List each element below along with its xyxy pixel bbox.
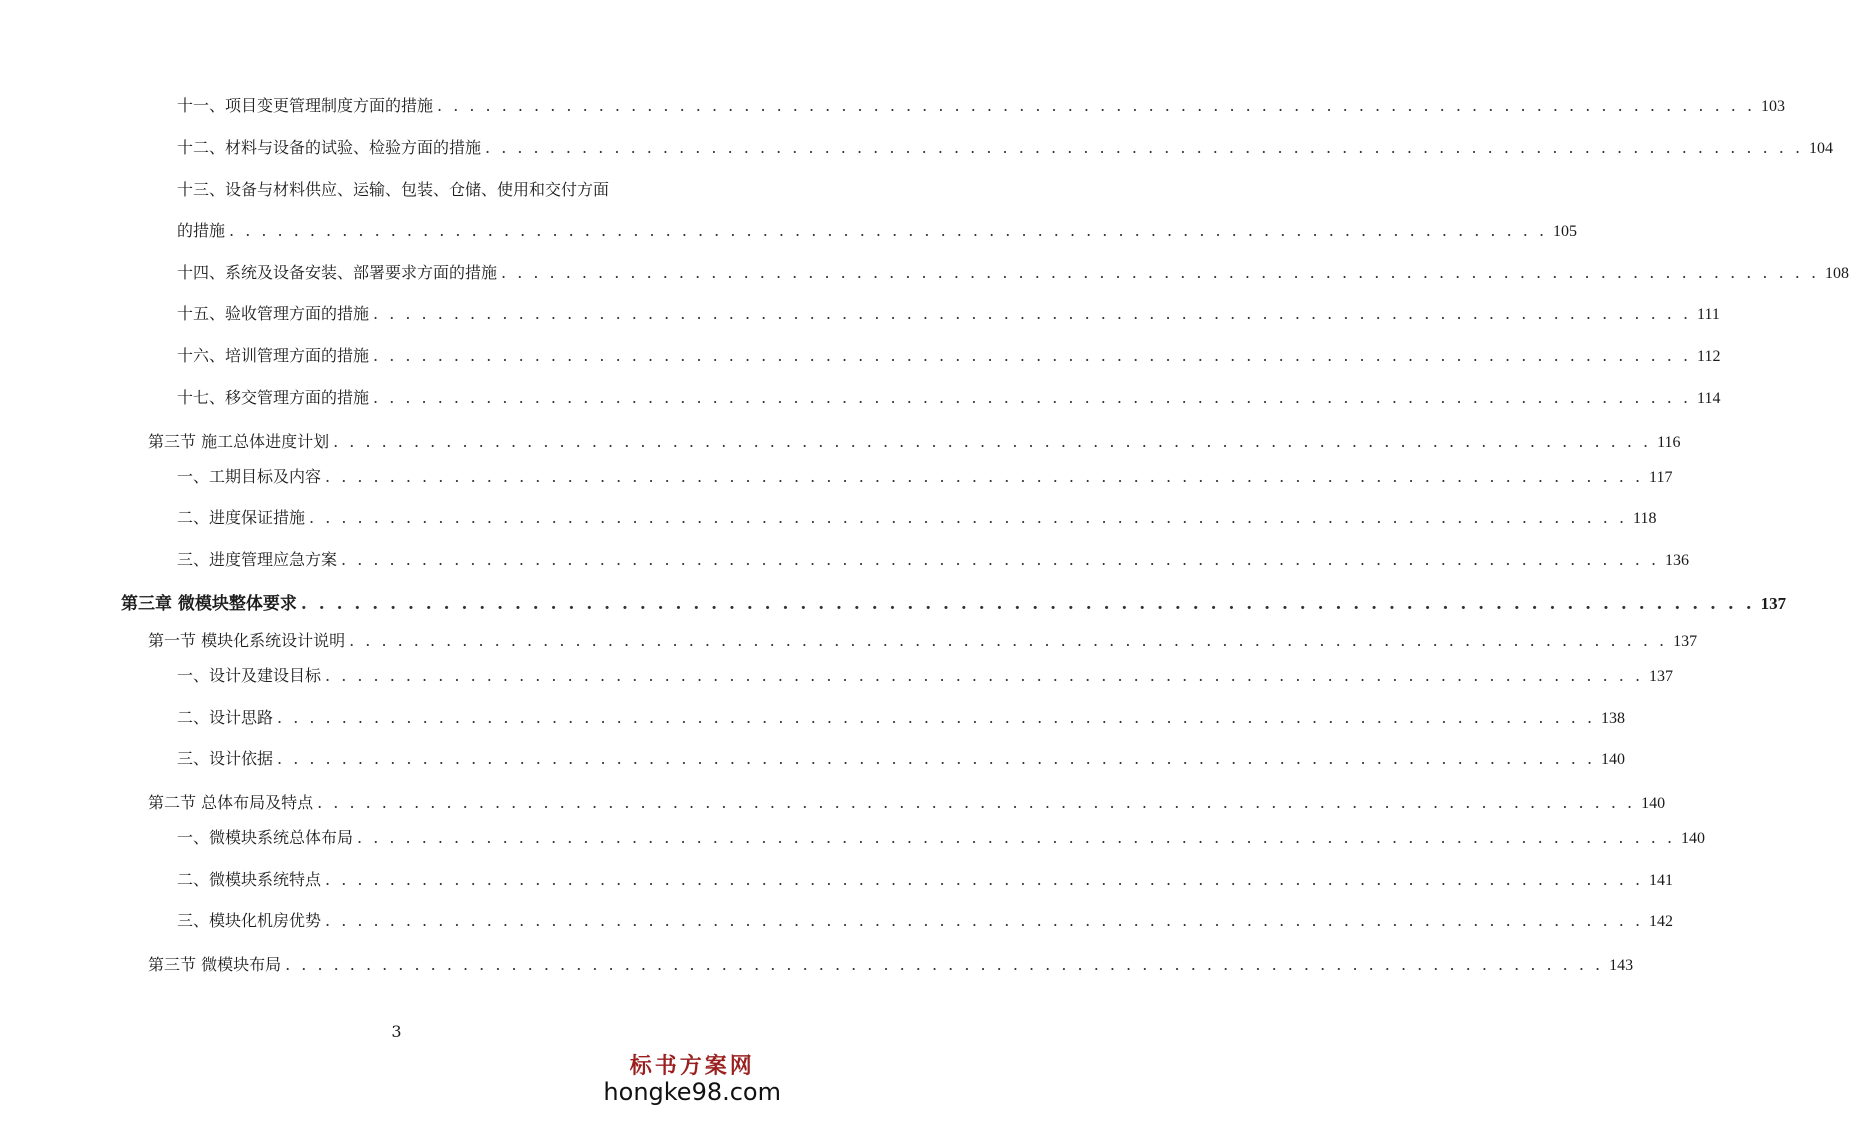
toc-dot-leader: . . . . . . . . . . . . . . . . . . . . . . . . . . . . . . . . . . . . . . . . . . . . . . . . . . . . . . . . . . . . . . . . . . . . . . . . . . . . . . . . . . [277,708,1596,727]
toc-dot-leader: . . . . . . . . . . . . . . . . . . . . . . . . . . . . . . . . . . . . . . . . . . . . . . . . . . . . . . . . . . . . . . . . . . . . . . . . . . . . . . . . . . [317,793,1636,812]
toc-entry-title: 十七、移交管理方面的措施 [177,388,370,407]
toc-entry-page: 137 [1760,594,1787,613]
toc-dot-leader: . . . . . . . . . . . . . . . . . . . . . . . . . . . . . . . . . . . . . . . . . . . . . . . . . . . . . . . . . . . . . . . . . . . . . . . . . . . . . . . . . . [357,828,1676,847]
toc-entry-page: 141 [1649,872,1674,889]
toc-entry-page: 137 [1673,633,1698,650]
toc-section-entry[interactable] [148,955,1634,976]
watermark-cn-text: 标书方案网 [629,1054,755,1079]
toc-dot-leader: . . . . . . . . . . . . . . . . . . . . . . . . . . . . . . . . . . . . . . . . . . . . . . . . . . . . . . . . . . . . . . . . . . . . . . . . . . . . . . . . . . [373,304,1692,323]
toc-section-entry[interactable] [148,631,1698,652]
toc-entry-page: 103 [1761,98,1786,115]
toc-dot-leader: . . . . . . . . . . . . . . . . . . . . . . . . . . . . . . . . . . . . . . . . . . . . . . . . . . . . . . . . . . . . . . . . . . . . . . . . . . . . . . . . . . [229,221,1548,240]
toc-entry-title: 二、进度保证措施 [177,508,306,527]
toc-item-entry[interactable] [177,749,1626,770]
page-number: 3 [391,1022,402,1041]
toc-item-entry[interactable] [177,221,1578,242]
toc-dot-leader: . . . . . . . . . . . . . . . . . . . . . . . . . . . . . . . . . . . . . . . . . . . . . . . . . . . . . . . . . . . . . . . . . . . . . . . . . . . . . . . . . . [309,508,1628,527]
toc-dot-leader: . . . . . . . . . . . . . . . . . . . . . . . . . . . . . . . . . . . . . . . . . . . . . . . . . . . . . . . . . . . . . . . . . . . . . . . . . . . . . . . . . . [333,432,1652,451]
toc-item-entry[interactable] [177,138,1834,159]
toc-item-entry[interactable] [177,550,1690,571]
toc-entry-title: 十二、材料与设备的试验、检验方面的措施 [177,138,482,157]
toc-item-entry[interactable] [177,828,1706,849]
toc-entry-page: 114 [1697,390,1721,407]
toc-item-entry[interactable] [177,870,1674,891]
toc-entry-page: 143 [1609,957,1634,974]
toc-item-entry[interactable] [177,508,1657,529]
toc-dot-leader: . . . . . . . . . . . . . . . . . . . . . . . . . . . . . . . . . . . . . . . . . . . . . . . . . . . . . . . . . . . . . . . . . . . . . . . . . . . . . . . . . . [285,955,1604,974]
toc-entry-title: 二、设计思路 [177,708,274,727]
toc-entry-title: 十四、系统及设备安装、部署要求方面的措施 [177,263,498,282]
toc-dot-leader: . . . . . . . . . . . . . . . . . . . . . . . . . . . . . . . . . . . . . . . . . . . . . . . . . . . . . . . . . . . . . . . . . . . . . . . . . . . . . . . . . . [325,911,1644,930]
toc-entry-title: 第一节 模块化系统设计说明 [148,631,346,650]
toc-item-entry[interactable] [177,467,1673,488]
toc-entry-page: 142 [1649,913,1674,930]
toc-entry-page: 140 [1681,830,1706,847]
toc-entry-title: 三、进度管理应急方案 [177,550,338,569]
toc-item-entry[interactable] [177,304,1720,325]
toc-entry-page: 138 [1601,710,1626,727]
toc-dot-leader: . . . . . . . . . . . . . . . . . . . . . . . . . . . . . . . . . . . . . . . . . . . . . . . . . . . . . . . . . . . . . . . . . . . . . . . . . . . . . . . . . . [373,388,1692,407]
toc-dot-leader: . . . . . . . . . . . . . . . . . . . . . . . . . . . . . . . . . . . . . . . . . . . . . . . . . . . . . . . . . . . . . . . . . . . . . . . . . . . . . . . . . . [485,138,1804,157]
toc-item-entry[interactable] [177,708,1626,729]
toc-item-entry[interactable] [177,911,1674,932]
toc-entry-title: 一、设计及建设目标 [177,666,322,685]
toc-section-entry[interactable] [148,793,1666,814]
toc-entry-title: 二、微模块系统特点 [177,870,322,889]
toc-dot-leader: . . . . . . . . . . . . . . . . . . . . . . . . . . . . . . . . . . . . . . . . . . . . . . . . . . . . . . . . . . . . . . . . . . . . . . . . . . . . . . . . . . [341,550,1660,569]
toc-entry-title: 一、微模块系统总体布局 [177,828,354,847]
toc-item-entry[interactable] [177,388,1721,409]
toc-dot-leader: . . . . . . . . . . . . . . . . . . . . . . . . . . . . . . . . . . . . . . . . . . . . . . . . . . . . . . . . . . . . . . . . . . . . . . . . . . . . . . . . . . [437,96,1756,115]
toc-dot-leader: . . . . . . . . . . . . . . . . . . . . . . . . . . . . . . . . . . . . . . . . . . . . . . . . . . . . . . . . . . . . . . . . . . . . . . . . . . . . . . . . . . [300,594,1755,614]
watermark-url-text: hongke98.com [603,1078,781,1106]
toc-dot-leader: . . . . . . . . . . . . . . . . . . . . . . . . . . . . . . . . . . . . . . . . . . . . . . . . . . . . . . . . . . . . . . . . . . . . . . . . . . . . . . . . . . [277,749,1596,768]
toc-entry-title: 十一、项目变更管理制度方面的措施 [177,96,434,115]
toc-entry-page: 117 [1649,469,1673,486]
toc-entry-title: 第三节 微模块布局 [148,955,282,974]
watermark-logo [603,1049,781,1106]
toc-item-entry[interactable] [177,180,674,200]
toc-entry-title: 十六、培训管理方面的措施 [177,346,370,365]
toc-item-entry[interactable] [177,263,1849,284]
toc-dot-leader: . . . . . . . . . . . . . . . . . . . . . . . . . . . . . . . . . . . . . . . . . . . . . . . . . . . . . . . . . . . . . . . . . . . . . . . . . . . . . . . . . . [325,467,1644,486]
toc-dot-leader: . . . . . . . . . . . . . . . . . . . . . . . . . . . . . . . . . . . . . . . . . . . . . . . . . . . . . . . . . . . . . . . . . . . . . . . . . . . . . . . . . . [325,666,1644,685]
toc-entry-title: 的措施 [177,221,226,240]
toc-entry-page: 140 [1641,795,1666,812]
toc-entry-page: 136 [1665,552,1690,569]
toc-item-entry[interactable] [177,666,1674,687]
toc-entry-page: 116 [1657,434,1681,451]
toc-entry-title: 第三章 微模块整体要求 [121,594,297,614]
toc-section-entry[interactable] [148,432,1681,453]
toc-entry-page: 111 [1697,306,1720,323]
toc-dot-leader: . . . . . . . . . . . . . . . . . . . . . . . . . . . . . . . . . . . . . . . . . . . . . . . . . . . . . . . . . . . . . . . . . . . . . . . . . . . . . . . . . . [373,346,1692,365]
toc-entry-title: 第三节 施工总体进度计划 [148,432,330,451]
toc-dot-leader: . . . . . . . . . . . . . . . . . . . . . . . . . . . . . . . . . . . . . . . . . . . . . . . . . . . . . . . . . . . . . . . . . . . . . . . . . . . . . . . . . . [325,870,1644,889]
toc-item-entry[interactable] [177,346,1721,367]
toc-dot-leader: . . . . . . . . . . . . . . . . . . . . . . . . . . . . . . . . . . . . . . . . . . . . . . . . . . . . . . . . . . . . . . . . . . . . . . . . . . . . . . . . . . [501,263,1820,282]
toc-item-entry[interactable] [177,96,1786,117]
toc-entry-title: 一、工期目标及内容 [177,467,322,486]
toc-entry-title: 三、模块化机房优势 [177,911,322,930]
toc-entry-title: 第二节 总体布局及特点 [148,793,314,812]
toc-chapter-entry[interactable] [121,594,1787,614]
toc-entry-page: 112 [1697,348,1721,365]
toc-entry-page: 108 [1825,265,1849,282]
toc-dot-leader: . . . . . . . . . . . . . . . . . . . . . . . . . . . . . . . . . . . . . . . . . . . . . . . . . . . . . . . . . . . . . . . . . . . . . . . . . . . . . . . . . . [349,631,1668,650]
toc-entry-page: 104 [1809,140,1834,157]
toc-entry-page: 137 [1649,668,1674,685]
toc-entry-page: 105 [1553,223,1578,240]
toc-entry-title: 十五、验收管理方面的措施 [177,304,370,323]
toc-entry-title: 三、设计依据 [177,749,274,768]
toc-entry-page: 140 [1601,751,1626,768]
toc-entry-page: 118 [1633,510,1657,527]
toc-entry-title: 十三、设备与材料供应、运输、包装、仓储、使用和交付方面 [177,180,610,199]
